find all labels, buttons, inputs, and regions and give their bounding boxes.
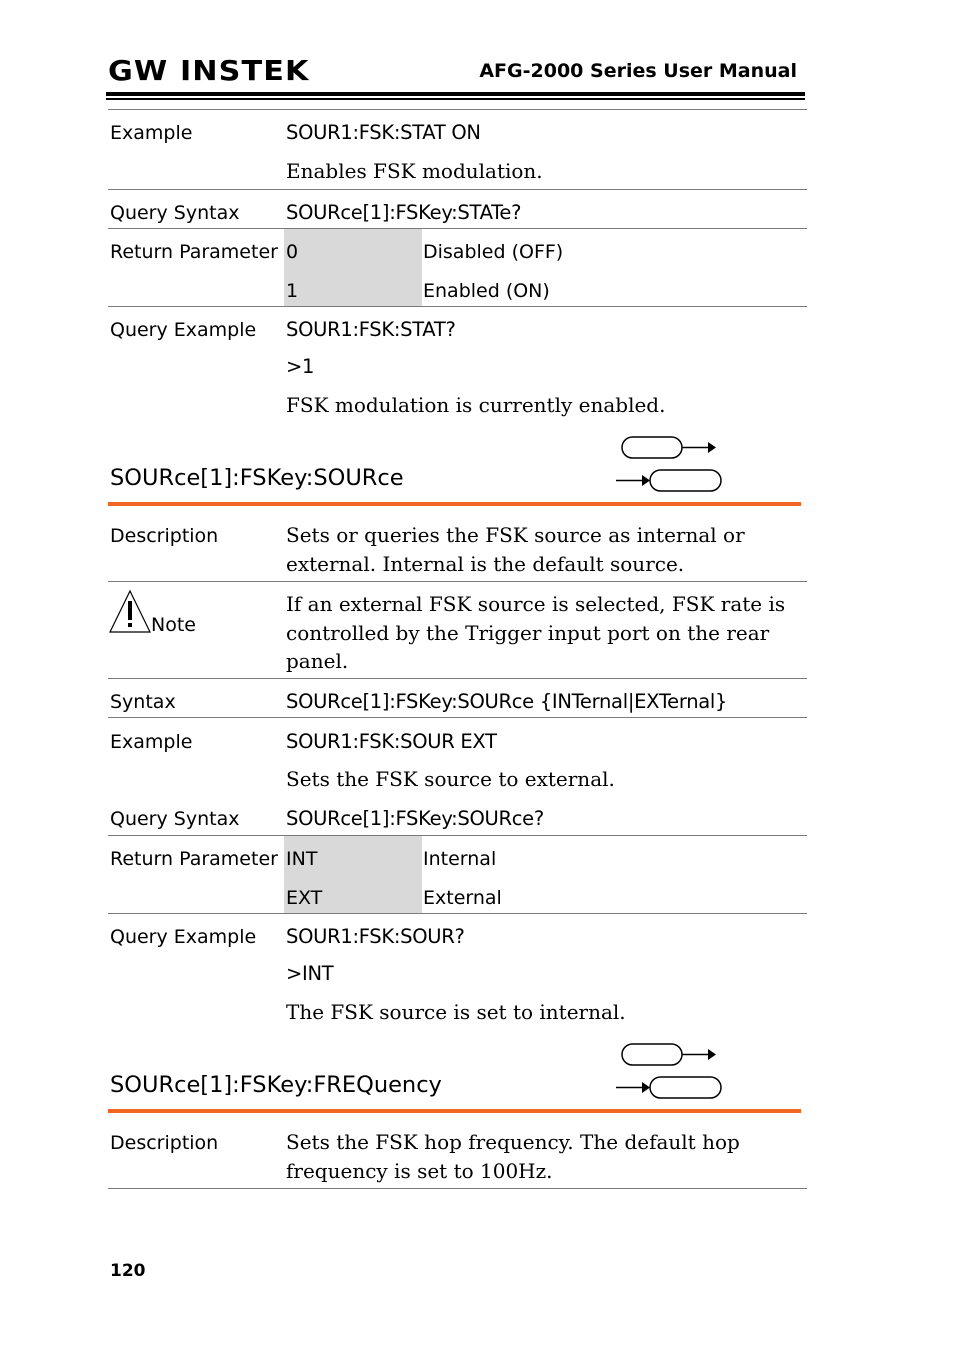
divider <box>108 717 807 718</box>
section-underline <box>108 1109 801 1113</box>
return-meaning: External <box>423 887 502 909</box>
warning-triangle-icon <box>108 589 152 635</box>
description-line: Sets or queries the FSK source as internal or <box>286 523 745 547</box>
return-parameter-label: Return Parameter <box>110 241 278 263</box>
example-command: SOUR1:FSK:STAT ON <box>286 121 481 144</box>
return-meaning: Disabled (OFF) <box>423 241 564 263</box>
note-line: controlled by the Trigger input port on the rear <box>286 621 770 645</box>
query-example-response: >INT <box>286 962 334 985</box>
return-value: 0 <box>286 241 299 263</box>
divider <box>108 581 807 582</box>
divider <box>108 109 807 110</box>
example-command: SOUR1:FSK:SOUR EXT <box>286 730 497 753</box>
description-line: external. Internal is the default source. <box>286 552 685 576</box>
syntax-label: Syntax <box>110 691 176 713</box>
query-syntax: SOURce[1]:FSKey:STATe? <box>286 201 522 224</box>
set-query-icon <box>612 434 724 494</box>
example-label: Example <box>110 122 193 144</box>
example-description: Enables FSK modulation. <box>286 159 543 183</box>
section-title: SOURce[1]:FSKey:FREQuency <box>110 1072 442 1098</box>
note-line: If an external FSK source is selected, FSK rate is <box>286 592 786 616</box>
section-underline <box>108 502 801 506</box>
example-description: Sets the FSK source to external. <box>286 767 615 791</box>
return-value: EXT <box>286 887 323 909</box>
return-value: 1 <box>286 280 299 302</box>
query-example-command: SOUR1:FSK:STAT? <box>286 318 456 341</box>
return-meaning: Internal <box>423 848 497 870</box>
divider <box>108 678 807 679</box>
query-example-label: Query Example <box>110 319 257 341</box>
example-label: Example <box>110 731 193 753</box>
return-value-cell-shade <box>284 229 422 306</box>
query-example-command: SOUR1:FSK:SOUR? <box>286 925 465 948</box>
description-label: Description <box>110 1132 219 1154</box>
syntax-command: SOURce[1]:FSKey:SOURce {INTernal|EXTernal} <box>286 690 728 713</box>
page-number: 120 <box>110 1261 146 1281</box>
query-syntax-label: Query Syntax <box>110 202 240 224</box>
note-label: Note <box>151 614 196 636</box>
set-query-icon <box>612 1041 724 1101</box>
divider <box>108 835 807 836</box>
divider <box>108 306 807 307</box>
return-value: INT <box>286 848 318 870</box>
header-rule-thin <box>106 98 805 100</box>
manual-title: AFG-2000 Series User Manual <box>479 60 797 82</box>
description-line: frequency is set to 100Hz. <box>286 1159 553 1183</box>
return-parameter-label: Return Parameter <box>110 848 278 870</box>
divider <box>108 189 807 190</box>
query-example-label: Query Example <box>110 926 257 948</box>
divider <box>108 1188 807 1189</box>
query-example-description: The FSK source is set to internal. <box>286 1000 626 1024</box>
return-meaning: Enabled (ON) <box>423 280 550 302</box>
note-line: panel. <box>286 649 349 673</box>
header-rule-thick <box>106 92 805 96</box>
divider <box>108 913 807 914</box>
query-syntax-label: Query Syntax <box>110 808 240 830</box>
query-example-response: >1 <box>286 355 315 378</box>
query-syntax: SOURce[1]:FSKey:SOURce? <box>286 807 544 830</box>
gw-instek-logo: GW INSTEK <box>108 54 310 87</box>
description-label: Description <box>110 525 219 547</box>
divider <box>108 228 807 229</box>
description-line: Sets the FSK hop frequency. The default hop <box>286 1130 740 1154</box>
query-example-description: FSK modulation is currently enabled. <box>286 393 666 417</box>
section-title: SOURce[1]:FSKey:SOURce <box>110 465 404 491</box>
